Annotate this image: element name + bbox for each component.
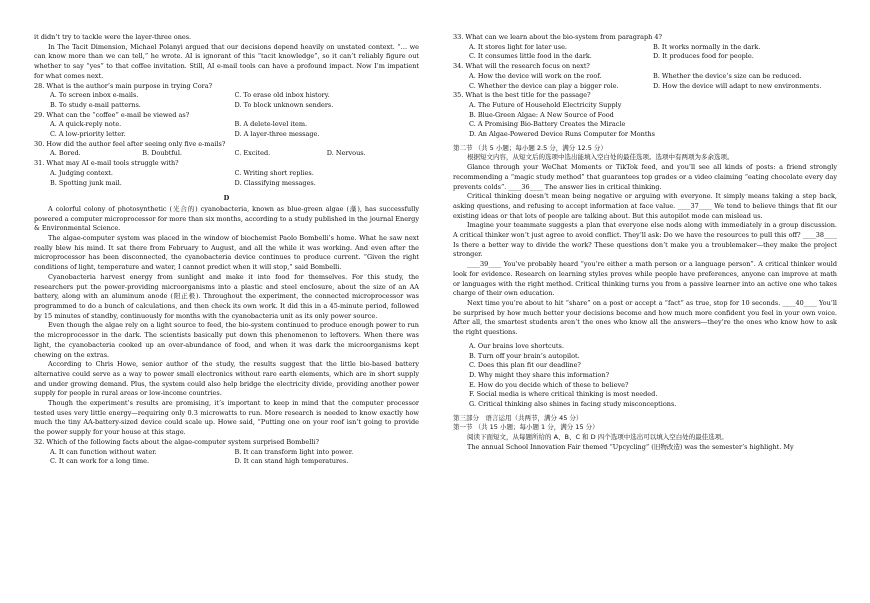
gap-option[interactable]: D. Why might they share this information? <box>469 370 610 379</box>
option[interactable]: D. How the device will adapt to new environments. <box>653 81 822 90</box>
option[interactable]: A. Judging context. <box>50 168 113 177</box>
question-stem: 30. How did the author feel after seeing only five e-mails? <box>34 139 226 148</box>
question-stem: 32. Which of the following facts about the algae-computer system surprised Bombelli? <box>34 437 319 446</box>
question-stem: 35. What is the best title for the passage? <box>453 91 591 100</box>
option[interactable]: B. It works normally in the dark. <box>653 42 761 51</box>
option[interactable]: D. To block unknown senders. <box>234 100 334 109</box>
question-35 <box>453 91 837 140</box>
gap-option[interactable]: E. How do you decide which of these to believe? <box>469 380 629 389</box>
gap-fill-paragraph: ____39____ You’ve probably heard “you’re either a math person or a language person”. A critical thinker would look for evidence. Research on learning styles proves while people have preferences, anyone can improve at math or languages with the right method. Critical thinking turns you from a passive learner into an active one who takes charge of their own education. <box>453 260 837 298</box>
question-29 <box>34 111 419 140</box>
option[interactable]: D. A layer-three message. <box>234 130 320 139</box>
option[interactable]: C. It can work for a long time. <box>50 457 150 466</box>
passage-d-paragraph: A colorful colony of photosynthetic (光合的) cyanobacteria, known as blue-green algae (藻), has successfully powered a computer microprocessor for more than six months, according to a study published in the journal Energy & Environmental Science. <box>34 204 419 233</box>
option[interactable]: A. It can function without water. <box>50 447 157 456</box>
question-28 <box>34 82 419 111</box>
question-30 <box>34 140 419 159</box>
option[interactable]: C. Whether the device can play a bigger role. <box>469 81 619 90</box>
question-32 <box>34 438 419 467</box>
question-stem: 34. What will the research focus on next? <box>453 62 590 71</box>
gap-option[interactable]: B. Turn off your brain’s autopilot. <box>469 351 580 360</box>
question-31 <box>34 159 419 188</box>
option[interactable]: C. Excited. <box>234 149 271 158</box>
option[interactable]: A. How the device will work on the roof. <box>469 71 602 80</box>
option[interactable]: A. To screen inbox e-mails. <box>50 91 139 100</box>
option[interactable]: D. An Algae-Powered Device Runs Computer for Months <box>469 130 655 139</box>
option[interactable]: B. Spotting junk mail. <box>50 178 122 187</box>
section-2-title: 第二节 （共 5 小题；每小题 2.5 分，满分 12.5 分） <box>453 143 607 152</box>
option[interactable]: B. It can transform light into power. <box>234 447 354 456</box>
gap-option[interactable]: A. Our brains love shortcuts. <box>469 341 564 350</box>
passage-c-final-paragraph: In The Tacit Dimension, Michael Polanyi argued that our decisions depend heavily on unstated context. “… we can know more than we can tell,” he wrote. AI is ignorant of this “tacit knowledge”, so it can’t reliably figure out whether to say “yes” to that coffee invitation. Still, AI e-mail tools can have a profound impact. Now I’m impatient for what comes next. <box>34 42 419 80</box>
passage-d-heading: D <box>223 194 230 203</box>
gap-fill-paragraph: Glance through your WeChat Moments or TikTok feed, and you’ll see all kinds of posts: a friend strongly recommending a “magic study method” that guarantees top grades or a video claiming “eating chocolate every day prevents colds”. ____36____ The answer lies in critical thinking. <box>453 163 837 191</box>
question-34 <box>453 62 837 91</box>
option[interactable]: D. It can stand high temperatures. <box>234 457 349 466</box>
option[interactable]: B. Blue-Green Algae: A New Source of Food <box>469 110 614 119</box>
passage-d-paragraph: Cyanobacteria harvest energy from sunlight and make it into food for themselves. For this study, the researchers put the power-providing microorganisms into a plastic and steel enclosure, about the size of an AA battery, along with an aluminum anode (阳正极). Throughout the experiment, the connected microprocessor was programmed to do a bunch of calculations, and then check its own work. It did this in a 45-minute period, followed by 15 minutes of standby, continuously for months with the cyanobacteria unit as its only power source. <box>34 272 419 320</box>
option[interactable]: D. It produces food for people. <box>653 52 754 61</box>
option[interactable]: C. It consumes little food in the dark. <box>469 52 592 61</box>
gap-fill-paragraph: Imagine your teammate suggests a plan that everyone else nods along with immediately in a group discussion. A critical thinker won’t just agree to avoid conflict. They’ll ask: Do we have the resources to pull this off? ____38____ Is there a better way to divide the work? These questions don’t make you a troublemaker—they make the project stronger. <box>453 221 837 259</box>
section-2-instructions: 根据短文内容，从短文后的选项中选出能填入空白处的最佳选项。选项中有两项为多余选项。 <box>467 153 734 162</box>
option[interactable]: A. It stores light for later use. <box>469 42 567 51</box>
option[interactable]: D. Nervous. <box>326 149 366 158</box>
option[interactable]: A. A quick-reply note. <box>50 120 122 129</box>
option[interactable]: B. To study e-mail patterns. <box>50 100 141 109</box>
part-3-title: 第三部分 语言运用（共两节，满分 45 分） <box>453 413 583 422</box>
option[interactable]: A. Bored. <box>50 149 81 158</box>
passage-d-paragraph: Though the experiment’s results are promising, it’s important to keep in mind that the computer processor tested uses very little energy—requiring only 0.3 microwatts to run. More research is needed to know exactly how much the tiny AA-battery-sized device could scale up. Howe said, “Putting one on your roof isn’t going to provide the power supply for your house at this stage. <box>34 399 419 437</box>
passage-c-tail: it didn’t try to tackle were the layer-three ones. <box>34 33 192 41</box>
gap-option[interactable]: F. Social media is where critical thinking is most needed. <box>469 390 658 399</box>
passage-d-paragraph: Even though the algae rely on a light source to feed, the bio-system continued to produce enough power to run the microprocessor in the dark. The scientists basically put down this phenomenon to leftovers. When there was light, the cyanobacteria cooked up an over-abundance of food, and when it was dark the microorganisms kept chewing on the extras. <box>34 321 419 359</box>
question-stem: 33. What can we learn about the bio-system from paragraph 4? <box>453 33 662 41</box>
option[interactable]: B. Doubtful. <box>142 149 182 158</box>
question-33 <box>453 33 837 62</box>
passage-d-paragraph: The algae-computer system was placed in the window of biochemist Paolo Bombelli’s home. What he saw next really blew his mind. It sat there from February to August, and all the while it was working. And even after the microprocessor has been disconnected, the cyanobacteria device continues to produce current. “Given the right conditions of light, temperature and water, I cannot predict when it will stop,” said Bombelli. <box>34 234 419 272</box>
passage-d-paragraph: According to Chris Howe, senior author of the study, the results suggest that the little bio-based battery alternative could serve as a way to power small electronics without rare earth elements, which are in short supply and under growing demand. Plus, the system could also help bridge the electricity divide, providing another power supply for people in rural areas or low-income countries. <box>34 360 419 398</box>
gap-fill-options <box>453 342 837 410</box>
part-3-instructions: 阅读下面短文，从每题所给的 A、B、C 和 D 四个选项中选出可以填入空白处的最佳选项。 <box>467 433 728 442</box>
gap-option[interactable]: G. Critical thinking also shines in facing study misconceptions. <box>469 400 677 409</box>
option[interactable]: D. Classifying messages. <box>234 178 316 187</box>
question-stem: 28. What is the author’s main purpose in trying Cora? <box>34 81 213 90</box>
option[interactable]: C. Writing short replies. <box>234 168 314 177</box>
option[interactable]: C. A Promising Bio-Battery Creates the Miracle <box>469 120 626 129</box>
option[interactable]: C. A low-priority letter. <box>50 130 126 139</box>
part-3-section-1-title: 第一节 （共 15 小题；每小题 1 分，满分 15 分） <box>453 423 599 432</box>
gap-option[interactable]: C. Does this plan fit our deadline? <box>469 361 581 370</box>
left-column <box>34 33 419 467</box>
option[interactable]: B. A delete-level item. <box>234 120 308 129</box>
gap-fill-paragraph: Critical thinking doesn’t mean being negative or arguing with everyone. It simply means taking a step back, asking questions, and refusing to accept information at face value. ____37____ We tend to believe things that fit our existing ideas or that lots of people are talking about. But this autopilot mode can mislead us. <box>453 192 837 220</box>
right-column <box>453 33 837 453</box>
question-stem: 31. What may AI e-mail tools struggle with? <box>34 159 179 168</box>
question-stem: 29. What can the “coffee” e-mail be viewed as? <box>34 110 190 119</box>
option[interactable]: C. To erase old inbox history. <box>234 91 330 100</box>
cloze-first-line: The annual School Innovation Fair themed “Upcycling” (旧物改造) was the semester’s highlight. My <box>467 442 794 451</box>
option[interactable]: A. The Future of Household Electricity Supply <box>469 100 622 109</box>
option[interactable]: B. Whether the device’s size can be reduced. <box>653 71 802 80</box>
gap-fill-paragraph: Next time you’re about to hit “share” on a post or accept a “fact” as true, stop for 10 seconds. ____40____ You’ll be surprised by how much better your decisions become and how much more confident you feel in your own voice. After all, the smartest students aren’t the ones who know all the answers—they’re the ones who know how to ask the right questions. <box>453 298 837 337</box>
